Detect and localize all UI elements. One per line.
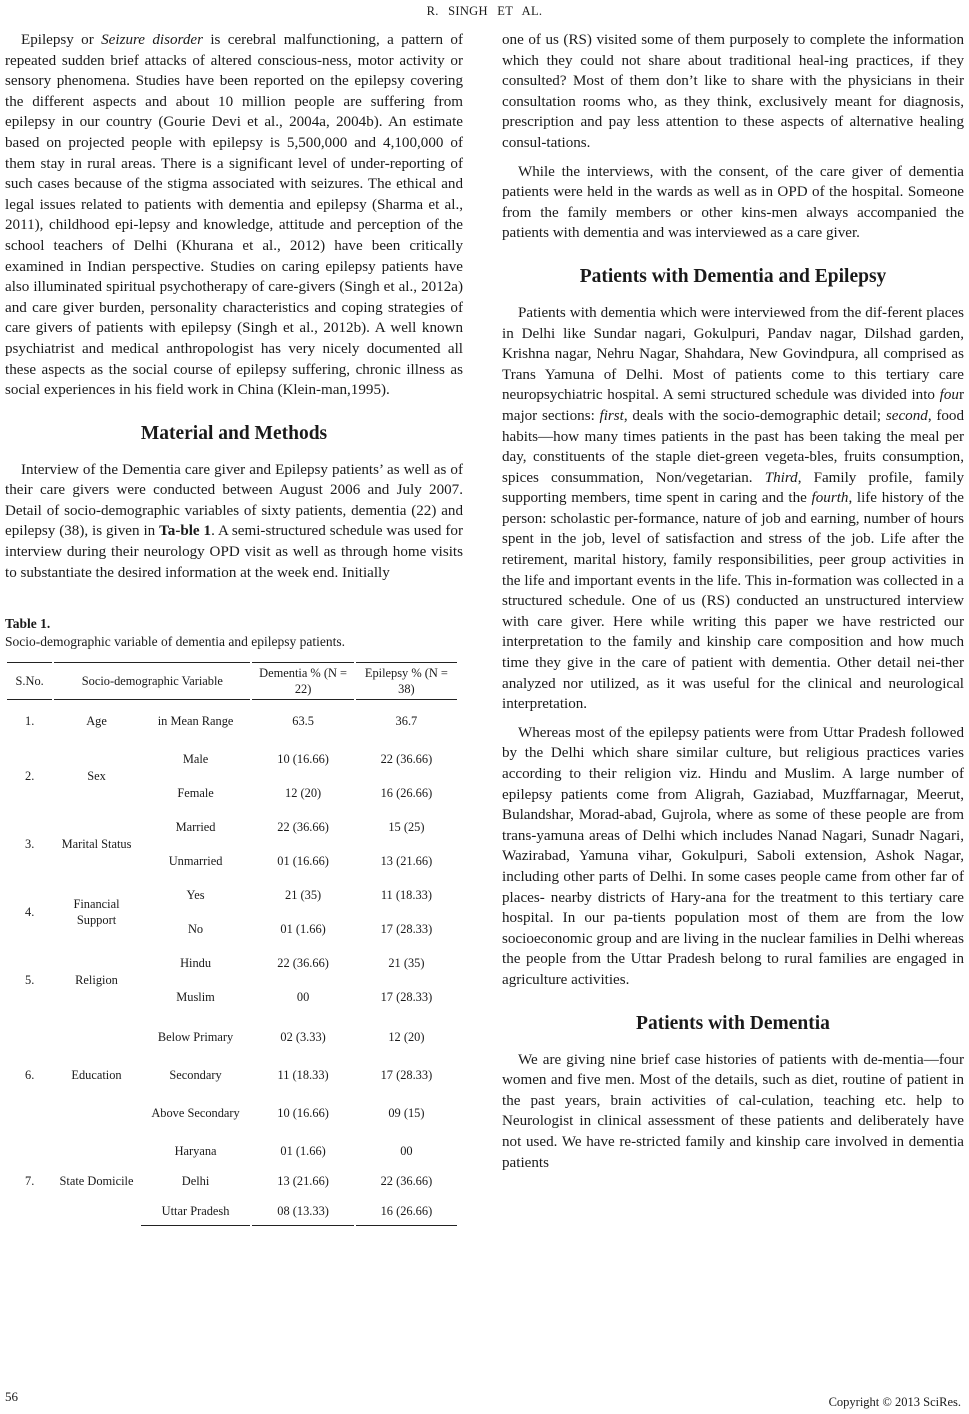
section-heading-dementia: Patients with Dementia bbox=[636, 1012, 830, 1034]
table-row bbox=[7, 946, 457, 980]
cell-dementia: 10 (16.66) bbox=[277, 752, 329, 767]
cell-dementia: 01 (1.66) bbox=[280, 922, 326, 937]
cell-dementia: 22 (36.66) bbox=[277, 820, 329, 835]
cell-epilepsy: 36.7 bbox=[395, 714, 418, 729]
cell-epilepsy: 11 (18.33) bbox=[380, 888, 432, 903]
running-head: R. SINGH ET AL. bbox=[426, 4, 543, 18]
table-row bbox=[7, 1014, 457, 1060]
table-row bbox=[7, 810, 457, 844]
cell-epilepsy: 00 bbox=[400, 1144, 413, 1159]
cell-sno: 4. bbox=[25, 905, 35, 920]
cell-epilepsy: 21 (35) bbox=[388, 956, 425, 971]
cell-dementia: 13 (21.66) bbox=[277, 1174, 329, 1189]
cell-epilepsy: 13 (21.66) bbox=[380, 854, 433, 869]
left-column bbox=[5, 30, 463, 1226]
continuation-paragraph: one of us (RS) visited some of them purposely to complete the information which they could not share about traditional heal-ing practices, if they consulted? Most of them don’t like to share with the physicians in their consultation rooms who, as they think, exclusively meant for diagnosis, prescription and pay less attention to these aspects of alternative healing consul-tations. bbox=[502, 32, 964, 151]
table-header-row bbox=[7, 662, 457, 700]
page-number: 56 bbox=[5, 1389, 18, 1404]
intro-paragraph: Epilepsy or Seizure disorder is cerebral malfunctioning, a pattern of repeated sudden brief attacks of altered conscious-ness, motor activity or sensory phenomena. Studies have been reported on the epilepsy covering the different aspects and about 10 million people are suffering from epilepsy in our country (Gourie Devi et al., 2004a, 2004b). An estimate based on projected people with epilepsy is 5,500,000 and 4,100,000 of them stay in rural areas. There is a significant level of under-reporting of such cases because of the stigma associated with seizures. The ethical and legal issues related to patients with dementia and epilepsy (Sharma et al., 2011), childhood epi-lepsy and knowledge, attitude and perception of the school teachers of Delhi (Khurana et al., 2012) have been critically examined in Indian perspective. Studies on caring epilepsy patients have also illuminated spiritual psychotherapy of care-givers (Singh et al., 2012a) and care giver burden, personality characteristics and coping strategies of care givers of patients with epilepsy (Singh et al., 2012b). A well known psychiatrist and medical anthropologist has very nicely documented all these aspects as the social course of epilepsy suffering, chronic illness as social experiences in his field work in China (Klein-man,1995). bbox=[5, 32, 463, 399]
cell-sno: 3. bbox=[25, 837, 35, 852]
table-row bbox=[7, 878, 457, 912]
cell-subcategory: Uttar Pradesh bbox=[141, 1196, 251, 1226]
cell-subcategory: Above Secondary bbox=[151, 1106, 240, 1121]
header-sno: S.No. bbox=[7, 662, 52, 700]
cell-variable: State Domicile bbox=[59, 1174, 134, 1189]
cell-subcategory: Secondary bbox=[169, 1068, 222, 1083]
cell-dementia: 00 bbox=[296, 990, 310, 1005]
cell-epilepsy: 16 (26.66) bbox=[356, 1196, 457, 1226]
cell-variable: Education bbox=[71, 1068, 122, 1083]
table-row bbox=[7, 700, 457, 742]
interviews-paragraph: While the interviews, with the consent, of the care giver of dementia patients were held in the wards as well as in OPD of the hospital. Someone from the family members or other kins-men always accompanied the patients with dementia and was interviewed as a care giver. bbox=[502, 163, 964, 242]
table-row bbox=[7, 742, 457, 776]
table-row bbox=[7, 1136, 457, 1166]
cell-sno: 7. bbox=[25, 1174, 35, 1189]
cell-epilepsy: 15 (25) bbox=[388, 820, 425, 835]
cell-variable: Age bbox=[86, 714, 107, 729]
cell-subcategory: Male bbox=[182, 752, 209, 767]
sociodemographic-table bbox=[5, 662, 459, 1226]
case-histories-paragraph: We are giving nine brief case histories of patients with de-mentia—four women and five men. Most of the details, such as diet, routine of patient in the past years, brain activities of cal-culation, teaching etc. help to Neurologist in clinical assessment of these patients and deliberately have not used. We have re-stricted family and kinship care involved in dementia patients bbox=[502, 1051, 964, 1171]
cell-epilepsy: 09 (15) bbox=[388, 1106, 425, 1121]
right-column bbox=[502, 30, 964, 1173]
cell-subcategory: Yes bbox=[186, 888, 205, 903]
cell-subcategory: Female bbox=[177, 786, 214, 801]
header-epilepsy: Epilepsy % (N = 38) bbox=[356, 662, 457, 700]
epilepsy-origin-paragraph: Whereas most of the epilepsy patients were from Uttar Pradesh followed by the Delhi which share similar culture, but religious practices varies according to their religion viz. Hindu and Muslim. A large number of epilepsy patients come from Aligrah, Gaziabad, Muzffarnagar, Meerut, Bulandshar, Morad-abad, Gujrola, where as some of these people are from trans-yamuna areas of Delhi which includes Nanad Nagari, Sunadr Nagari, Wazirabad, Yamuna vihar, Gokulpuri, Saboli extension, Ashok Nagar, including other parts of Delhi. In some cases people came from other far of places- nearby districts of Hary-ana for the treatment to this tertiary care hospital. In our pa-tients population most of them are from the low socioeconomic group and are living in the nuclear families in Delhi whereas the people from the Uttar Pradesh belong to rural families are engaged in agriculture activities. bbox=[502, 724, 964, 988]
cell-subcategory: Hindu bbox=[180, 956, 212, 971]
cell-dementia: 01 (16.66) bbox=[277, 854, 329, 869]
cell-variable: Religion bbox=[75, 973, 118, 988]
cell-variable: Marital Status bbox=[61, 837, 132, 852]
cell-sno: 2. bbox=[25, 769, 35, 784]
copyright: Copyright © 2013 SciRes. bbox=[828, 1395, 961, 1409]
methods-paragraph: Interview of the Dementia care giver and Epilepsy patients’ as well as of their care givers were conducted between August 2006 and July 2007. Detail of socio-demographic variables of sixty patients, dementia (22) and epilepsy (38), is given in Ta-ble 1. A semi-structured schedule was used for interview during their neurology OPD visit as well as through home visits to substantiate the desired information at the week end. Initially bbox=[5, 461, 463, 581]
cell-epilepsy: 22 (36.66) bbox=[380, 752, 433, 767]
header-dementia: Dementia % (N = 22) bbox=[252, 662, 353, 700]
cell-subcategory: No bbox=[187, 922, 204, 937]
cell-epilepsy: 12 (20) bbox=[388, 1030, 425, 1045]
header-variable: Socio-demographic Variable bbox=[54, 662, 250, 700]
methods-heading: Material and Methods bbox=[140, 422, 328, 444]
cell-dementia: 21 (35) bbox=[285, 888, 322, 903]
cell-subcategory: Married bbox=[175, 820, 216, 835]
cell-variable: Sex bbox=[87, 769, 106, 784]
cell-subcategory: Muslim bbox=[176, 990, 215, 1005]
cell-epilepsy: 22 (36.66) bbox=[380, 1174, 433, 1189]
cell-epilepsy: 17 (28.33) bbox=[380, 990, 433, 1005]
cell-subcategory: in Mean Range bbox=[157, 714, 234, 729]
cell-subcategory: Delhi bbox=[181, 1174, 210, 1189]
section-heading-dementia-epilepsy: Patients with Dementia and Epilepsy bbox=[579, 265, 887, 287]
cell-dementia: 11 (18.33) bbox=[277, 1068, 329, 1083]
cell-dementia: 02 (3.33) bbox=[280, 1030, 326, 1045]
dementia-places-paragraph: Patients with dementia which were interviewed from the dif-ferent places in Delhi like Sundar nagari, Gokulpuri, Pandav nagar, Dilshad garden, Krishna nagar, Nehru Nagar, Shahdara, New Govindpura, all comprised as Trans Yamuna of Delhi. Most of patients come to this tertiary care neuropsychiatric hospital. A semi structured schedule was divided into four major sections: first, deals with the socio-demographic detail; second, food habits—how many times patients in the past has been taking the meal per day, constituents of the staple diet-green vegeta-bles, fruits consumption, spices consummation, Non/vegetarian. Third, Family profile, family supporting members, time spent in caring and the fourth, life history of the person: scholastic per-formance, nature of job and earning, number of hours spent in the job, level of satisfaction and stress of the job. Life after the retirement, marital history, family responsibilities, peer group activities in the life and important events in the life. This in-formation was collected in a structured schedule. One of us (RS) conducted an unstructured interview with care giver. Here while writing this paper we have restricted our interpretation to the family and kinship care composition and how much time they give in the care of patient with dementia. Other detail nei-ther analyzed nor utilized, as it was useful for the clinical and neurological interpretation. bbox=[502, 304, 965, 713]
cell-dementia: 01 (1.66) bbox=[280, 1144, 326, 1159]
table-label: Table 1. bbox=[5, 616, 51, 632]
cell-epilepsy: 17 (28.33) bbox=[380, 1068, 433, 1083]
cell-variable: Financial Support bbox=[73, 897, 120, 928]
cell-dementia: 22 (36.66) bbox=[277, 956, 329, 971]
cell-epilepsy: 16 (26.66) bbox=[380, 786, 433, 801]
cell-dementia: 63.5 bbox=[292, 714, 314, 729]
cell-sno: 6. bbox=[25, 1068, 35, 1083]
cell-dementia: 10 (16.66) bbox=[277, 1106, 329, 1121]
cell-subcategory: Haryana bbox=[174, 1144, 217, 1159]
cell-subcategory: Unmarried bbox=[168, 854, 223, 869]
cell-subcategory: Below Primary bbox=[157, 1030, 234, 1045]
cell-sno: 1. bbox=[25, 714, 35, 729]
table-caption bbox=[5, 615, 463, 651]
table-caption-text: Socio-demographic variable of dementia and epilepsy patients. bbox=[5, 634, 346, 650]
cell-dementia: 12 (20) bbox=[285, 786, 322, 801]
cell-sno: 5. bbox=[25, 973, 35, 988]
cell-dementia: 08 (13.33) bbox=[252, 1196, 353, 1226]
cell-epilepsy: 17 (28.33) bbox=[380, 922, 433, 937]
